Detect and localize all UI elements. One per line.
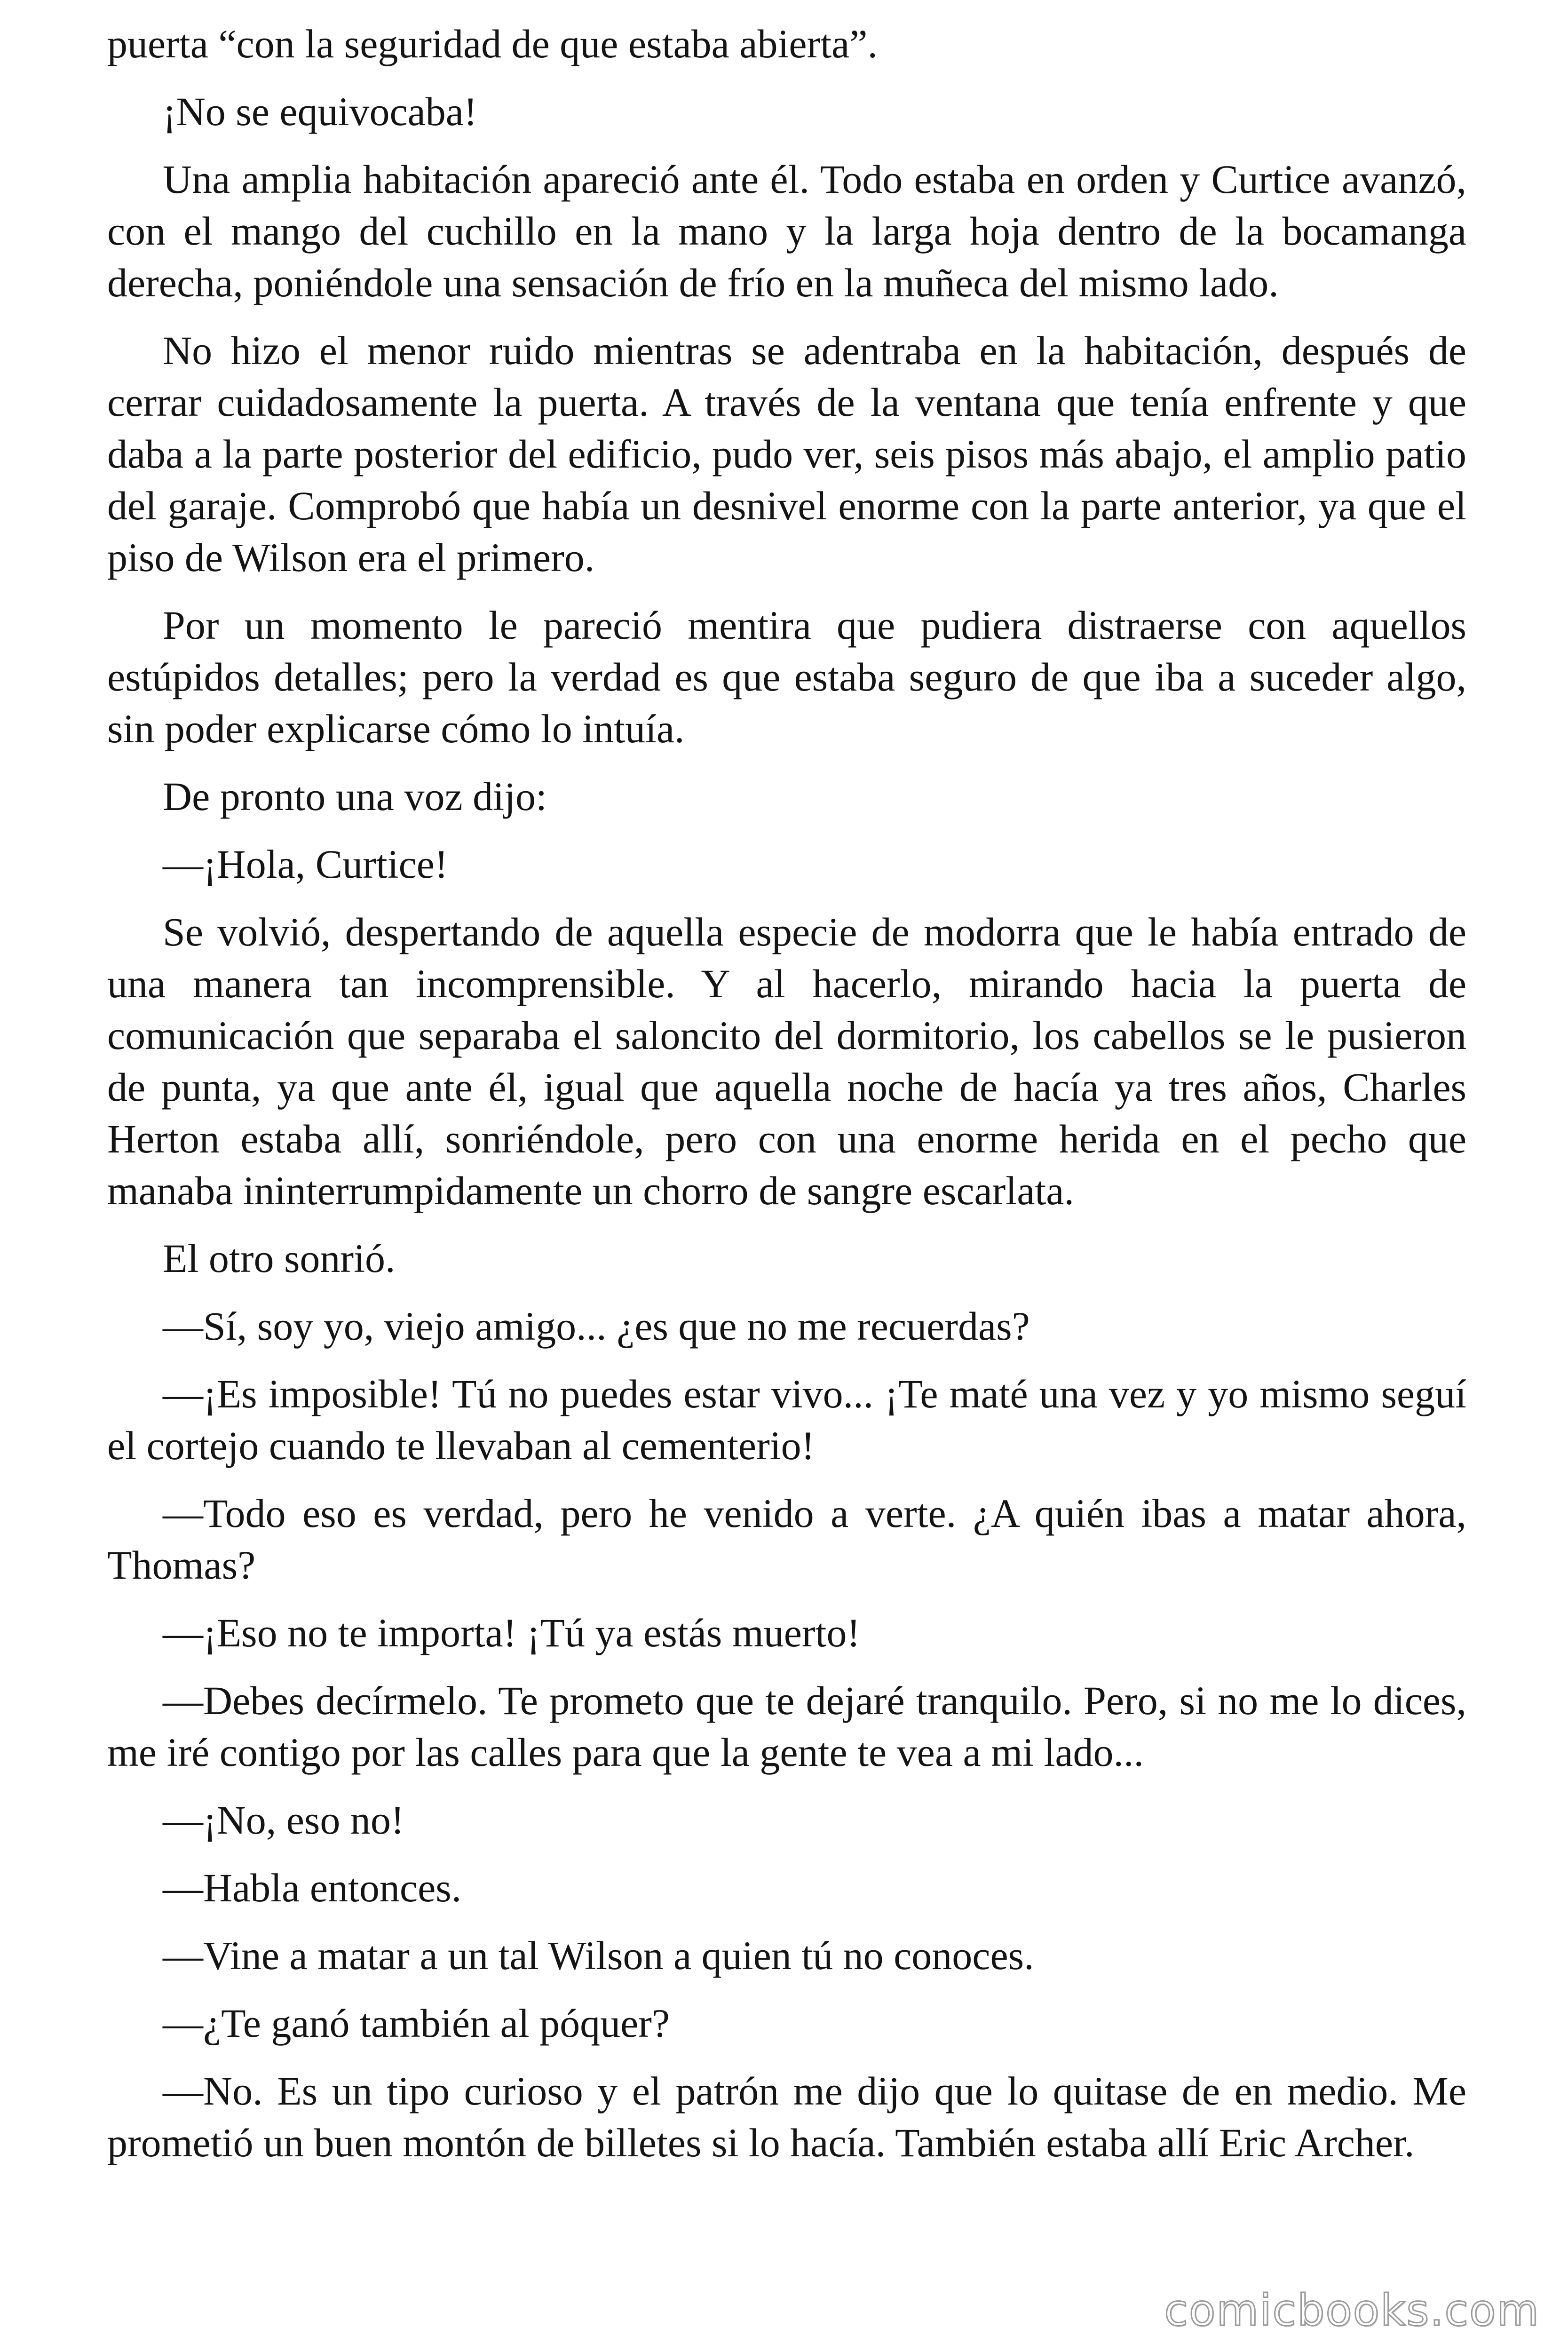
paragraph: —¡Eso no te importa! ¡Tú ya estás muerto! bbox=[163, 1610, 861, 1655]
paragraph: —Todo eso es verdad, pero he venido a verte. ¿A quién ibas a matar ahora, Thomas? bbox=[107, 1491, 1466, 1588]
paragraph: Se volvió, despertando de aquella especie de modorra que le había entrado de una manera tan incomprensible. Y al hacerlo, mirando hacia la puerta de comunicación que separaba el saloncito del dormitorio, los cabellos se le pusieron de punta, ya que ante él, igual que aquella noche de hacía ya tres años, Charles Herton estaba allí, sonriéndole, pero con una enorme herida en el pecho que manaba ininterrumpidamente un chorro de sangre escarlata. bbox=[107, 909, 1466, 1213]
paragraph: —No. Es un tipo curioso y el patrón me dijo que lo quitase de en medio. Me prometió un buen montón de billetes si lo hacía. También estaba allí Eric Archer. bbox=[107, 2068, 1466, 2165]
paragraph: —¡No, eso no! bbox=[163, 1797, 404, 1843]
paragraph: Por un momento le pareció mentira que pudiera distraerse con aquellos estúpidos detalles; pero la verdad es que estaba seguro de que iba a suceder algo, sin poder explicarse cómo lo intuía. bbox=[107, 603, 1466, 751]
book-page-text bbox=[107, 18, 1466, 2185]
paragraph: El otro sonrió. bbox=[163, 1236, 396, 1281]
paragraph: puerta “con la seguridad de que estaba abierta”. bbox=[107, 21, 878, 66]
paragraph: —Sí, soy yo, viejo amigo... ¿es que no me recuerdas? bbox=[163, 1303, 1030, 1349]
paragraph: —Habla entonces. bbox=[163, 1865, 462, 1910]
paragraph: De pronto una voz dijo: bbox=[163, 774, 547, 819]
paragraph: ¡No se equivocaba! bbox=[163, 89, 477, 134]
paragraph: —Debes decírmelo. Te prometo que te dejaré tranquilo. Pero, si no me lo dices, me iré contigo por las calles para que la gente te vea a mi lado... bbox=[107, 1678, 1466, 1775]
paragraph: —¡Es imposible! Tú no puedes estar vivo... ¡Te maté una vez y yo mismo seguí el cortejo cuando te llevaban al cementerio! bbox=[107, 1371, 1466, 1468]
paragraph: Una amplia habitación apareció ante él. Todo estaba en orden y Curtice avanzó, con el mango del cuchillo en la mano y la larga hoja dentro de la bocamanga derecha, poniéndole una sensación de frío en la muñeca del mismo lado. bbox=[107, 157, 1466, 305]
paragraph: No hizo el menor ruido mientras se adentraba en la habitación, después de cerrar cuidadosamente la puerta. A través de la ventana que tenía enfrente y que daba a la parte posterior del edificio, pudo ver, seis pisos más abajo, el amplio patio del garaje. Comprobó que había un desnivel enorme con la parte anterior, ya que el piso de Wilson era el primero. bbox=[107, 328, 1466, 580]
watermark: comicbooks.com bbox=[1164, 2285, 1540, 2336]
paragraph: —¡Hola, Curtice! bbox=[163, 842, 448, 887]
paragraph: —¿Te ganó también al póquer? bbox=[163, 2001, 670, 2046]
paragraph: —Vine a matar a un tal Wilson a quien tú no conoces. bbox=[163, 1933, 1034, 1978]
